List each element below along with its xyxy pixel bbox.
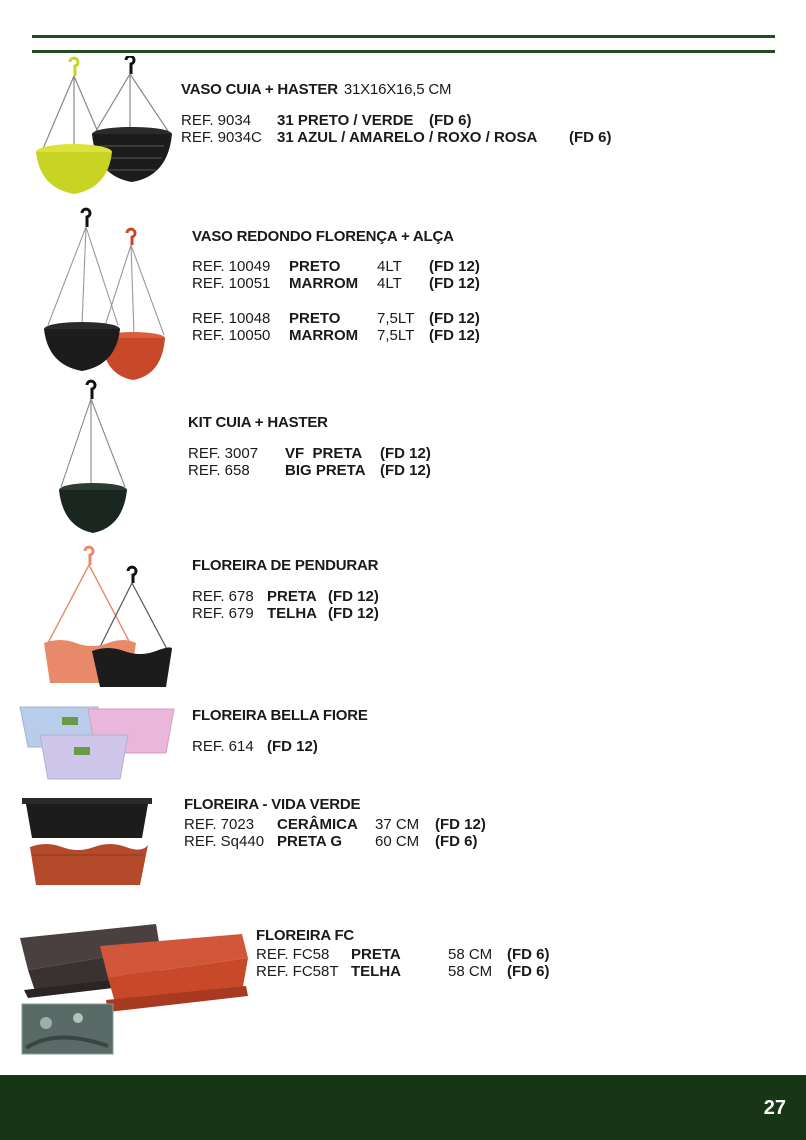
product-color: MARROM [289, 327, 359, 344]
product-row [192, 738, 368, 755]
ref-code: REF. 10048 [192, 310, 271, 327]
product-title: FLOREIRA BELLA FIORE [192, 707, 368, 724]
product-row [192, 258, 480, 275]
product-desc: 31 AZUL / AMARELO / ROXO / ROSA [277, 129, 538, 146]
pack-qty: (FD 12) [380, 445, 431, 462]
product-kit-cuia [188, 414, 431, 479]
pack-qty: (FD 6) [507, 963, 550, 980]
product-size: 4LT [377, 275, 402, 292]
product-desc: BIG PRETA [285, 462, 366, 479]
product-row [188, 445, 431, 462]
pack-qty: (FD 6) [435, 833, 478, 850]
pack-qty: (FD 12) [380, 462, 431, 479]
pack-qty: (FD 12) [328, 605, 379, 622]
ref-code: REF. 3007 [188, 445, 259, 462]
product-row [181, 129, 612, 146]
product-floreira-pendurar [192, 557, 378, 622]
product-dimensions: 31X16X16,5 CM [343, 81, 452, 98]
product-row [188, 462, 431, 479]
product-row [192, 605, 378, 622]
product-image-kit-cuia [55, 375, 135, 540]
product-desc: PRETA G [277, 833, 343, 850]
ref-code: REF. FC58 [256, 946, 330, 963]
product-color: PRETO [289, 310, 341, 327]
product-desc: VF PRETA [285, 445, 363, 462]
ref-code: REF. Sq440 [184, 833, 265, 850]
product-size: 58 CM [448, 946, 493, 963]
pack-qty: (FD 12) [328, 588, 379, 605]
product-image-floreira-bella-fiore [18, 703, 178, 783]
product-row [192, 310, 480, 327]
product-desc: PRETA [351, 946, 401, 963]
ref-code: REF. 679 [192, 605, 254, 622]
product-image-vaso-cuia [30, 56, 180, 196]
product-title: VASO CUIA + HASTER 31X16X16,5 CM [181, 81, 452, 98]
product-image-vaso-florenca [40, 205, 175, 380]
pack-qty: (FD 6) [569, 129, 612, 146]
product-title: FLOREIRA - VIDA VERDE [184, 796, 361, 813]
product-size: 7,5LT [377, 327, 415, 344]
product-floreira-fc [256, 927, 550, 980]
product-title: VASO REDONDO FLORENÇA + ALÇA [192, 228, 454, 245]
product-image-floreira-vida-verde [22, 795, 154, 890]
pack-qty: (FD 12) [429, 258, 480, 275]
page-number: 27 [763, 1097, 786, 1119]
product-floreira-bella-fiore [192, 707, 368, 755]
pack-qty: (FD 12) [429, 275, 480, 292]
ref-code: REF. 10051 [192, 275, 271, 292]
product-vaso-florenca [192, 228, 480, 344]
ref-code: REF. FC58T [256, 963, 339, 980]
ref-code: REF. 614 [192, 738, 254, 755]
product-title: FLOREIRA DE PENDURAR [192, 557, 379, 574]
product-desc: PRETA [267, 588, 317, 605]
product-desc: 31 PRETO / VERDE [277, 112, 414, 129]
product-title: FLOREIRA FC [256, 927, 355, 944]
product-row [181, 112, 472, 129]
ref-code: REF. 10050 [192, 327, 271, 344]
product-desc: TELHA [351, 963, 401, 980]
product-vaso-cuia [181, 81, 612, 146]
product-row [184, 816, 486, 833]
pack-qty: (FD 12) [267, 738, 318, 755]
product-image-floreira-pendurar [40, 543, 175, 693]
product-row [184, 833, 478, 850]
page-footer [0, 1075, 806, 1140]
product-size: 60 CM [375, 833, 420, 850]
product-floreira-vida-verde [184, 796, 486, 850]
product-row [192, 327, 480, 344]
top-rule-secondary [32, 50, 775, 53]
product-size: 4LT [377, 258, 402, 275]
product-size: 7,5LT [377, 310, 415, 327]
product-color: MARROM [289, 275, 359, 292]
pack-qty: (FD 6) [507, 946, 550, 963]
pack-qty: (FD 12) [429, 327, 480, 344]
product-desc: TELHA [267, 605, 317, 622]
product-title: KIT CUIA + HASTER [188, 414, 328, 431]
product-row [192, 588, 378, 605]
product-row [256, 946, 550, 963]
ref-code: REF. 678 [192, 588, 254, 605]
ref-code: REF. 9034C [181, 129, 262, 146]
product-row [256, 963, 550, 980]
top-rule [32, 35, 775, 38]
product-size: 37 CM [375, 816, 420, 833]
product-size: 58 CM [448, 963, 493, 980]
product-image-floreira-fc [16, 918, 251, 1058]
pack-qty: (FD 12) [435, 816, 486, 833]
pack-qty: (FD 12) [429, 310, 480, 327]
ref-code: REF. 7023 [184, 816, 255, 833]
product-row [192, 275, 480, 292]
ref-code: REF. 9034 [181, 112, 252, 129]
product-desc: CERÂMICA [277, 816, 358, 833]
ref-code: REF. 10049 [192, 258, 271, 275]
pack-qty: (FD 6) [429, 112, 472, 129]
ref-code: REF. 658 [188, 462, 250, 479]
product-color: PRETO [289, 258, 341, 275]
